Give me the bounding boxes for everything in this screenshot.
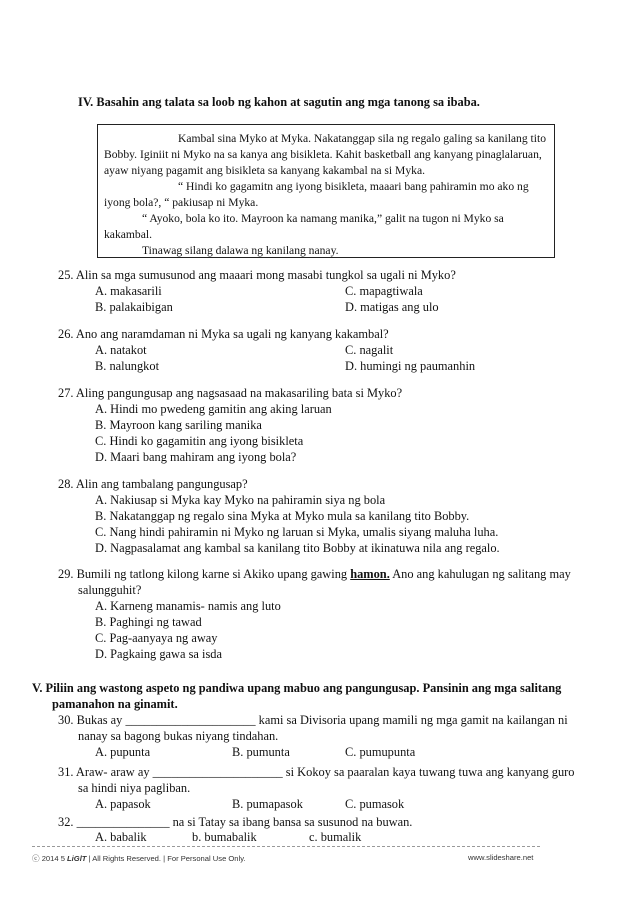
- question-30-line2: nanay sa bagong bukas niyang tindahan.: [78, 729, 279, 743]
- option-32-a: A. babalik: [95, 830, 147, 844]
- option-25-d: D. matigas ang ulo: [345, 300, 439, 314]
- section-5-heading: V. Piliin ang wastong aspeto ng pandiwa upang mabuo ang pangungusap. Pansinin ang mga salitang: [32, 681, 562, 695]
- footer-divider: [32, 846, 540, 847]
- option-26-a: A. natakot: [95, 343, 147, 357]
- brand-name: LiGlT: [67, 854, 87, 863]
- footer-copyright: [32, 853, 246, 864]
- option-31-c: C. pumasok: [345, 797, 405, 811]
- option-27-d: D. Maari bang mahiram ang iyong bola?: [95, 450, 297, 464]
- option-27-c: C. Hindi ko gagamitin ang iyong bisikleta: [95, 434, 304, 448]
- question-29-text: 29. Bumili ng tatlong kilong karne si Akiko upang gawing: [58, 567, 351, 581]
- passage-line: ayaw niyang pagamit ang bisikleta sa kanyang kakambal na si Myka.: [104, 164, 425, 177]
- passage-line: kakambal.: [104, 228, 152, 241]
- option-27-a: A. Hindi mo pwedeng gamitin ang aking laruan: [95, 402, 332, 416]
- option-31-b: B. pumapasok: [232, 797, 303, 811]
- option-28-d: D. Nagpasalamat ang kambal sa kanilang tito Bobby at ikinatuwa nila ang regalo.: [95, 541, 500, 555]
- option-30-a: A. pupunta: [95, 745, 151, 759]
- question-31-line2: sa hindi niya pagliban.: [78, 781, 191, 795]
- option-28-a: A. Nakiusap si Myka kay Myko na pahiramin siya ng bola: [95, 493, 386, 507]
- option-31-a: A. papasok: [95, 797, 151, 811]
- passage-line: Kambal sina Myko at Myka. Nakatanggap sila ng regalo galing sa kanilang tito: [178, 132, 547, 145]
- option-29-d: D. Pagkaing gawa sa isda: [95, 647, 222, 661]
- question-29: [58, 567, 571, 582]
- question-29-text-end: Ano ang kahulugan ng salitang may: [389, 567, 571, 581]
- option-28-c: C. Nang hindi pahiramin ni Myko ng laruan si Myka, umalis siyang maluha luha.: [95, 525, 499, 539]
- option-32-b: b. bumabalik: [192, 830, 257, 844]
- passage-line: Tinawag silang dalawa ng kanilang nanay.: [142, 244, 339, 257]
- copyright-notice: | All Rights Reserved. | For Personal Use Only.: [86, 854, 246, 863]
- section-4-heading: IV. Basahin ang talata sa loob ng kahon at sagutin ang mga tanong sa ibaba.: [78, 95, 480, 109]
- passage-line: iyong bola?, “ pakiusap ni Myka.: [104, 196, 259, 209]
- option-27-b: B. Mayroon kang sariling manika: [95, 418, 262, 432]
- option-26-c: C. nagalit: [345, 343, 394, 357]
- keyword-hamon: hamon.: [350, 567, 390, 581]
- option-30-b: B. pumunta: [232, 745, 290, 759]
- question-31: 31. Araw- araw ay _____________________ si Kokoy sa paaralan kaya tuwang tuwa ang kanyang guro: [58, 765, 575, 779]
- option-26-b: B. nalungkot: [95, 359, 160, 373]
- option-30-c: C. pumupunta: [345, 745, 416, 759]
- passage-line: Bobby. Iginiit ni Myko na sa kanya ang bisikleta. Kahit basketball ang kanyang pinaglalaruan,: [104, 148, 542, 161]
- option-25-a: A. makasarili: [95, 284, 162, 298]
- question-25: 25. Alin sa mga sumusunod ang maaari mong masabi tungkol sa ugali ni Myko?: [58, 268, 456, 282]
- question-26: 26. Ano ang naramdaman ni Myka sa ugali ng kanyang kakambal?: [58, 327, 389, 341]
- section-5-heading-line2: pamanahon na ginamit.: [52, 697, 178, 711]
- footer-website: www.slideshare.net: [468, 853, 534, 862]
- copyright-text: ⓒ 2014 5: [32, 854, 68, 863]
- passage-box: [97, 124, 555, 258]
- question-30: 30. Bukas ay _____________________ kami sa Divisoria upang mamili ng mga gamit na kailangan ni: [58, 713, 568, 727]
- question-32: 32. _______________ na si Tatay sa ibang bansa sa susunod na buwan.: [58, 815, 413, 829]
- passage-line: “ Ayoko, bola ko ito. Mayroon ka namang manika,” galit na tugon ni Myko sa: [142, 212, 504, 225]
- option-29-b: B. Paghingi ng tawad: [95, 615, 202, 629]
- option-25-b: B. palakaibigan: [95, 300, 173, 314]
- option-25-c: C. mapagtiwala: [345, 284, 423, 298]
- question-28: 28. Alin ang tambalang pangungusap?: [58, 477, 248, 491]
- option-29-c: C. Pag-aanyaya ng away: [95, 631, 218, 645]
- question-27: 27. Aling pangungusap ang nagsasaad na makasariling bata si Myko?: [58, 386, 403, 400]
- option-26-d: D. humingi ng paumanhin: [345, 359, 476, 373]
- question-29-line2: salungguhit?: [78, 583, 142, 597]
- passage-line: “ Hindi ko gagamitn ang iyong bisikleta, maaari bang pahiramin mo ako ng: [178, 180, 529, 193]
- option-29-a: A. Karneng manamis- namis ang luto: [95, 599, 281, 613]
- option-28-b: B. Nakatanggap ng regalo sina Myka at Myko mula sa kanilang tito Bobby.: [95, 509, 470, 523]
- option-32-c: c. bumalik: [309, 830, 362, 844]
